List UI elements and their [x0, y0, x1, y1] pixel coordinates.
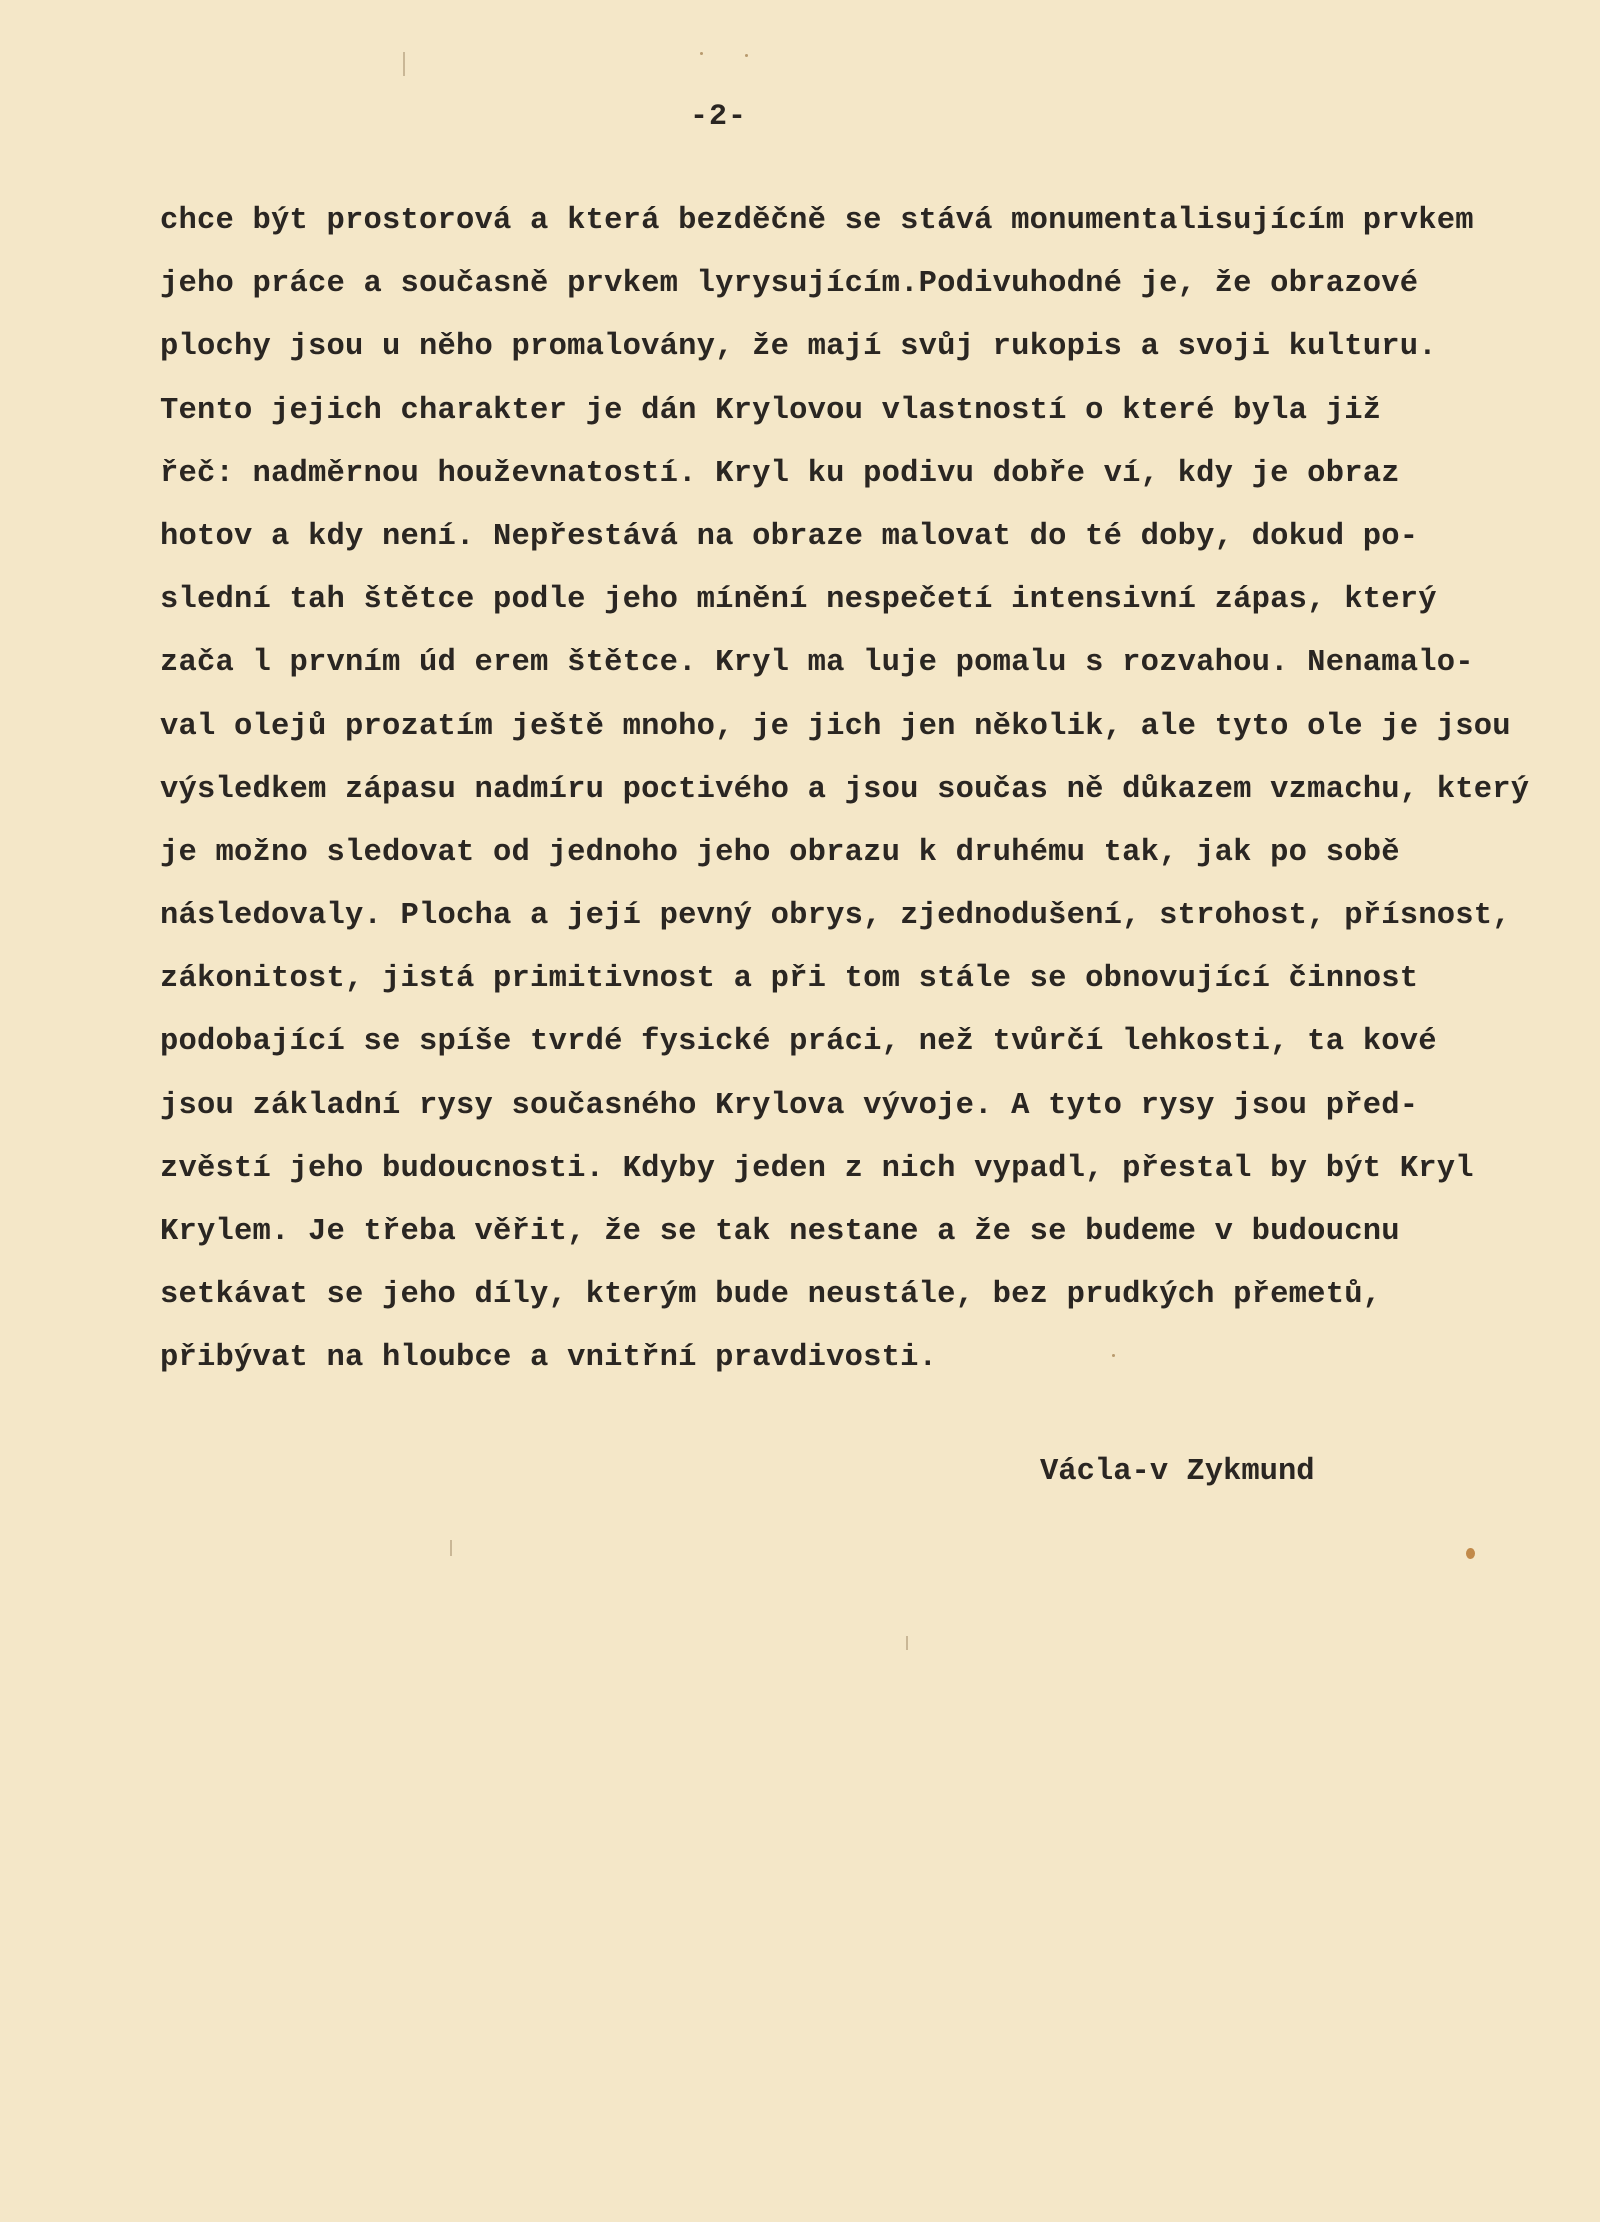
- text-line: Krylem. Je třeba věřit, že se tak nestane a že se budeme v budoucnu: [160, 1215, 1400, 1249]
- text-line: chce být prostorová a která bezděčně se stává monumentalisujícím prvkem: [160, 204, 1474, 238]
- text-line: jsou základní rysy současného Krylova vývoje. A tyto rysy jsou před-: [160, 1088, 1419, 1123]
- text-line: setkávat se jeho díly, kterým bude neustále, bez prudkých přemetů,: [160, 1278, 1382, 1313]
- text-line: val olejů prozatím ještě mnoho, je jich jen několik, ale tyto ole je jsou: [160, 709, 1511, 744]
- text-line: zvěstí jeho budoucnosti. Kdyby jeden z nich vypadl, přestal by být Kryl: [160, 1151, 1474, 1186]
- paper-speck: [1466, 1548, 1475, 1559]
- page-number: -2-: [690, 100, 748, 134]
- paper-speck: [700, 52, 703, 55]
- text-line: podobající se spíše tvrdé fysické práci, než tvůrčí lehkosti, ta kové: [160, 1025, 1437, 1060]
- paper-mark: [906, 1636, 908, 1650]
- paper-mark: [403, 52, 405, 76]
- text-line: zača l prvním úd erem štětce. Kryl ma luje pomalu s rozvahou. Nenamalo-: [160, 646, 1474, 681]
- text-line: plochy jsou u něho promalovány, že mají svůj rukopis a svoji kulturu.: [160, 330, 1437, 365]
- paper-mark: [450, 1540, 452, 1556]
- text-line: následovaly. Plocha a její pevný obrys, zjednodušení, strohost, přísnost,: [160, 899, 1511, 934]
- paper-speck: [745, 54, 748, 57]
- text-line: jeho práce a současně prvkem lyrysujícím.Podivuhodné je, že obrazové: [160, 267, 1419, 302]
- text-line: slední tah štětce podle jeho mínění nespečetí intensivní zápas, který: [160, 583, 1437, 618]
- text-line: Tento jejich charakter je dán Krylovou vlastností o které byla již: [160, 393, 1382, 428]
- body-text: [160, 190, 1580, 1391]
- text-line: hotov a kdy není. Nepřestává na obraze malovat do té doby, dokud po-: [160, 519, 1419, 554]
- text-line: přibývat na hloubce a vnitřní pravdivosti.: [160, 1341, 938, 1376]
- text-line: výsledkem zápasu nadmíru poctivého a jsou součas ně důkazem vzmachu, který: [160, 772, 1530, 807]
- text-line: zákonitost, jistá primitivnost a při tom stále se obnovující činnost: [160, 962, 1419, 997]
- author-signature: Václa-v Zykmund: [1040, 1455, 1315, 1489]
- text-line: řeč: nadměrnou houževnatostí. Kryl ku podivu dobře ví, kdy je obraz: [160, 456, 1400, 491]
- text-line: je možno sledovat od jednoho jeho obrazu k druhému tak, jak po sobě: [160, 835, 1400, 870]
